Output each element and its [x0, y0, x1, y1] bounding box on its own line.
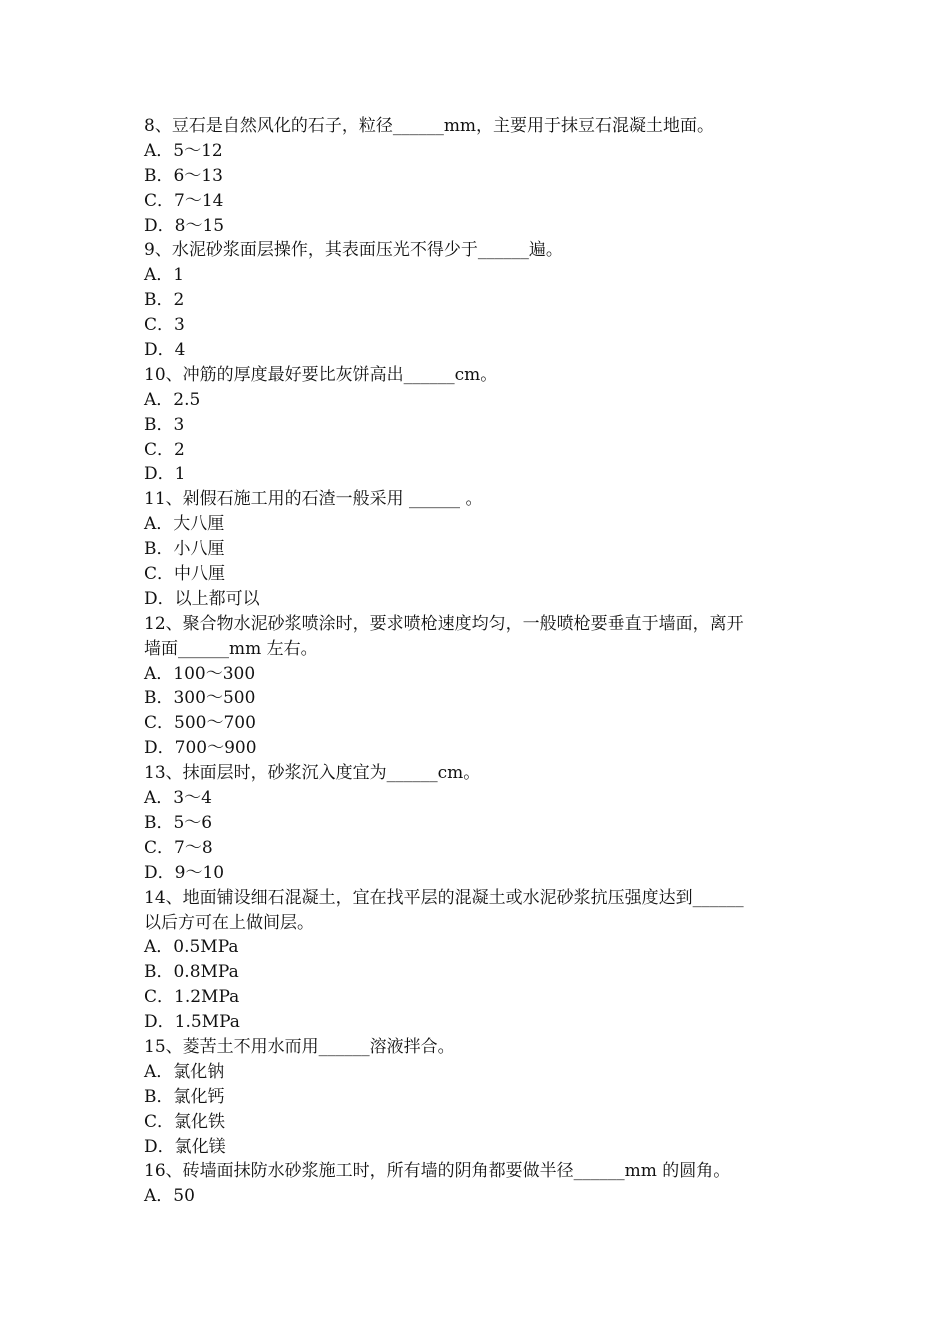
question-stem: 15、菱苦土不用水而用______溶液拌合。 — [144, 1036, 455, 1057]
option-d: D．700～900 — [144, 738, 257, 759]
option-d: D．1 — [144, 464, 186, 485]
question-stem: 12、聚合物水泥砂浆喷涂时，要求喷枪速度均匀，一般喷枪要垂直于墙面，离开 — [144, 613, 744, 634]
option-b: B．氯化钙 — [144, 1086, 225, 1107]
option-a: A．50 — [144, 1186, 195, 1207]
option-c: C．500～700 — [144, 713, 256, 734]
option-a: A．100～300 — [144, 663, 256, 684]
question-9 — [144, 238, 814, 362]
option-b: B．3 — [144, 414, 185, 435]
question-stem-continued: 以后方可在上做间层。 — [144, 912, 314, 933]
question-14 — [144, 886, 814, 1035]
option-d: D．4 — [144, 340, 186, 361]
option-a: A．大八厘 — [144, 514, 225, 535]
option-b: B．小八厘 — [144, 539, 225, 560]
question-stem: 9、水泥砂浆面层操作，其表面压光不得少于______遍。 — [144, 240, 563, 261]
option-b: B．0.8MPa — [144, 962, 239, 983]
question-16 — [144, 1159, 814, 1209]
option-c: C．氯化铁 — [144, 1111, 226, 1132]
option-a: A．氯化钠 — [144, 1061, 225, 1082]
question-stem: 16、砖墙面抹防水砂浆施工时，所有墙的阴角都要做半径______mm 的圆角。 — [144, 1161, 731, 1182]
option-b: B．300～500 — [144, 688, 256, 709]
question-stem: 14、地面铺设细石混凝土，宜在找平层的混凝土或水泥砂浆抗压强度达到______ — [144, 887, 744, 908]
option-a: A．2.5 — [144, 389, 201, 410]
option-b: B．5～6 — [144, 812, 213, 833]
option-c: C．2 — [144, 439, 185, 460]
question-10 — [144, 363, 814, 487]
question-12 — [144, 612, 814, 761]
question-15 — [144, 1035, 814, 1159]
question-stem: 13、抹面层时，砂浆沉入度宜为______cm。 — [144, 763, 481, 784]
option-c: C．3 — [144, 315, 185, 336]
option-d: D．8～15 — [144, 215, 225, 236]
option-c: C．7～8 — [144, 837, 213, 858]
question-13 — [144, 761, 814, 885]
question-stem: 11、剁假石施工用的石渣一般采用 ______ 。 — [144, 489, 483, 510]
option-a: A．0.5MPa — [144, 937, 239, 958]
option-d: D．氯化镁 — [144, 1136, 226, 1157]
question-8 — [144, 114, 814, 238]
option-d: D．1.5MPa — [144, 1012, 240, 1033]
option-c: C．7～14 — [144, 190, 224, 211]
option-c: C．1.2MPa — [144, 987, 240, 1008]
option-a: A．3～4 — [144, 788, 212, 809]
option-b: B．6～13 — [144, 165, 223, 186]
document-page — [144, 114, 814, 1209]
option-a: A．1 — [144, 265, 185, 286]
option-a: A．5～12 — [144, 140, 223, 161]
option-d: D．以上都可以 — [144, 588, 260, 609]
option-b: B．2 — [144, 290, 185, 311]
option-d: D．9～10 — [144, 862, 225, 883]
question-stem: 8、豆石是自然风化的石子，粒径______mm，主要用于抹豆石混凝土地面。 — [144, 116, 715, 136]
option-c: C．中八厘 — [144, 564, 226, 585]
question-stem: 10、冲筋的厚度最好要比灰饼高出______cm。 — [144, 364, 498, 385]
question-stem-continued: 墙面______mm 左右。 — [144, 638, 318, 659]
question-11 — [144, 487, 814, 611]
